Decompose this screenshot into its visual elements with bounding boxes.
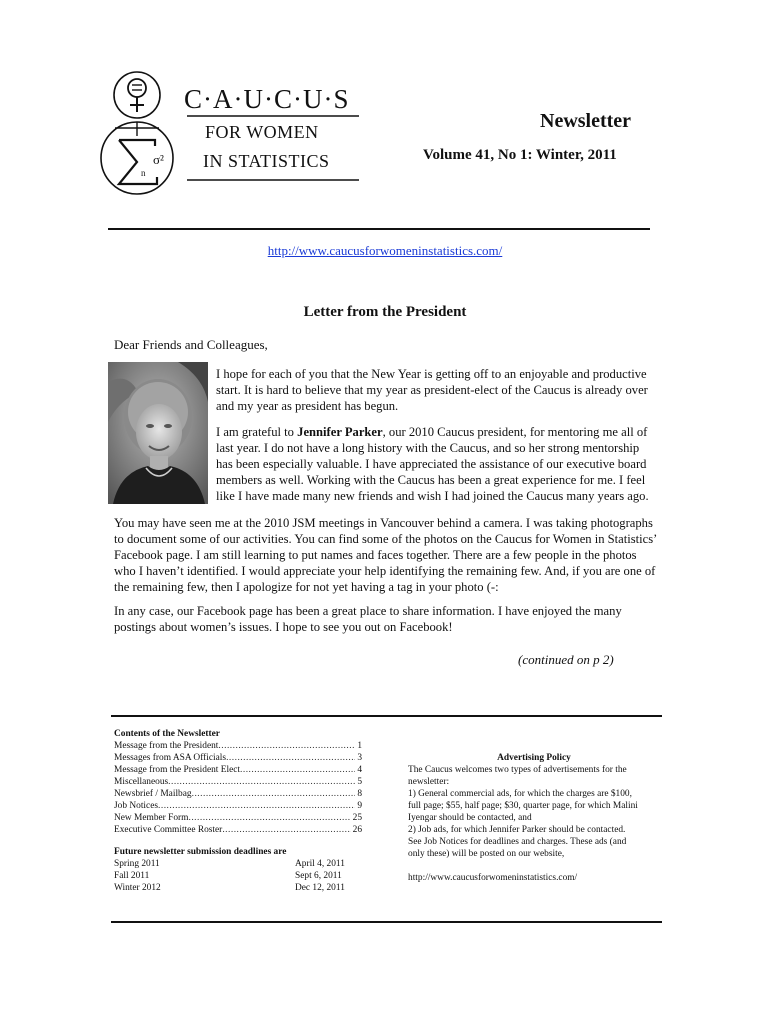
brand-in-statistics: IN STATISTICS <box>203 151 330 171</box>
ad-line: newsletter: <box>408 777 450 787</box>
brand-for-women: FOR WOMEN <box>205 122 319 142</box>
toc-item[interactable]: Newsbrief / Mailbag ..... 8 <box>114 788 362 800</box>
ad-line: only these) will be posted on our website, <box>408 849 565 859</box>
caucus-logo <box>97 70 367 200</box>
ad-line: 1) General commercial ads, for which the charges are $100, <box>408 789 632 799</box>
jennifer-parker-name: Jennifer Parker <box>297 425 383 439</box>
toc-item[interactable]: Job Notices ..... 9 <box>114 800 362 812</box>
deadlines-heading: Future newsletter submission deadlines are <box>114 847 287 857</box>
submission-deadlines <box>114 846 364 894</box>
letter-title: Letter from the President <box>303 304 467 320</box>
ad-line: full page; $55, half page; $30, quarter page, for which Malini <box>408 801 638 811</box>
letter-paragraph-4: In any case, our Facebook page has been a great place to share information. I have enjoyed the many postings about women’s issues. I hope to see you out on Facebook! <box>114 604 622 634</box>
sigma-superscript: σ² <box>153 152 164 167</box>
ad-line: Iyengar should be contacted, and <box>408 813 532 823</box>
advertising-website-link[interactable]: http://www.caucusforwomeninstatistics.com/ <box>408 873 578 883</box>
toc-item[interactable]: Messages from ASA Officials ..... 3 <box>114 752 362 764</box>
advertising-policy <box>408 752 660 884</box>
volume-issue: Volume 41, No 1: Winter, 2011 <box>423 147 617 163</box>
advertising-heading: Advertising Policy <box>497 753 571 763</box>
footer-divider <box>111 921 662 923</box>
toc-item[interactable]: New Member Form ..... 25 <box>114 812 362 824</box>
deadline-row: Fall 2011 Sept 6, 2011 <box>114 871 342 881</box>
newsletter-title: Newsletter <box>540 110 632 132</box>
section-divider <box>111 715 662 717</box>
deadline-row: Spring 2011 April 4, 2011 <box>114 859 345 869</box>
continued-note: (continued on p 2) <box>518 652 614 667</box>
ad-line: The Caucus welcomes two types of advertisements for the <box>408 765 627 775</box>
header-divider <box>108 228 650 230</box>
brand-caucus: C·A·U·C·U·S <box>184 84 350 114</box>
ad-line: 2) Job ads, for which Jennifer Parker should be contacted. <box>408 825 626 835</box>
female-symbol-icon <box>128 79 146 97</box>
website-link[interactable]: http://www.caucusforwomeninstatistics.com/ <box>267 243 503 258</box>
salutation: Dear Friends and Colleagues, <box>114 337 268 352</box>
toc-item[interactable]: Executive Committee Roster ..... 26 <box>114 824 362 836</box>
toc-item[interactable]: Miscellaneous ..... 5 <box>114 776 362 788</box>
sigma-icon <box>119 140 157 184</box>
deadline-row: Winter 2012 Dec 12, 2011 <box>114 883 345 893</box>
letter-paragraph-1: I hope for each of you that the New Year is getting off to an enjoyable and productive start. It is hard to believe that my year as president-elect of the Caucus is already over and my year as president has begun. <box>216 367 648 413</box>
president-photo <box>108 362 208 504</box>
ad-line: See Job Notices for deadlines and charges. These ads (and <box>408 837 627 847</box>
contents-heading: Contents of the Newsletter <box>114 729 220 739</box>
letter-paragraph-2-intro: I am grateful to <box>216 425 298 439</box>
toc-item[interactable]: Message from the President ..... 1 <box>114 740 362 752</box>
letter-paragraph-2 <box>216 424 656 504</box>
letter-paragraph-3: You may have seen me at the 2010 JSM meetings in Vancouver behind a camera. I was taking photographs to document some of our activities. You can find some of the photos on the Caucus for Women in Statistics’ Facebook page. I am still learning to put names and faces together. There are a few people in the photos who I haven’t identified. I would appreciate your help identifying the remaining few. And, if you are one of the remaining few, then I apologize for not yet having a tag in your photo (-: <box>114 516 657 594</box>
letter-paragraph-2-body: , our 2010 Caucus president, for mentoring me all of last year. I do not have a long history with the Caucus, and so her strong mentorship has been especially valuable. I have appreciated the assistance of our executive board members as well. Working with the Caucus has been a great experience for me. I feel like I have made many new friends and wish I had joined the Caucus many years ago. <box>216 425 649 503</box>
table-of-contents <box>114 728 362 836</box>
toc-item[interactable]: Message from the President Elect ..... 4 <box>114 764 362 776</box>
sigma-subscript: n <box>141 168 146 178</box>
